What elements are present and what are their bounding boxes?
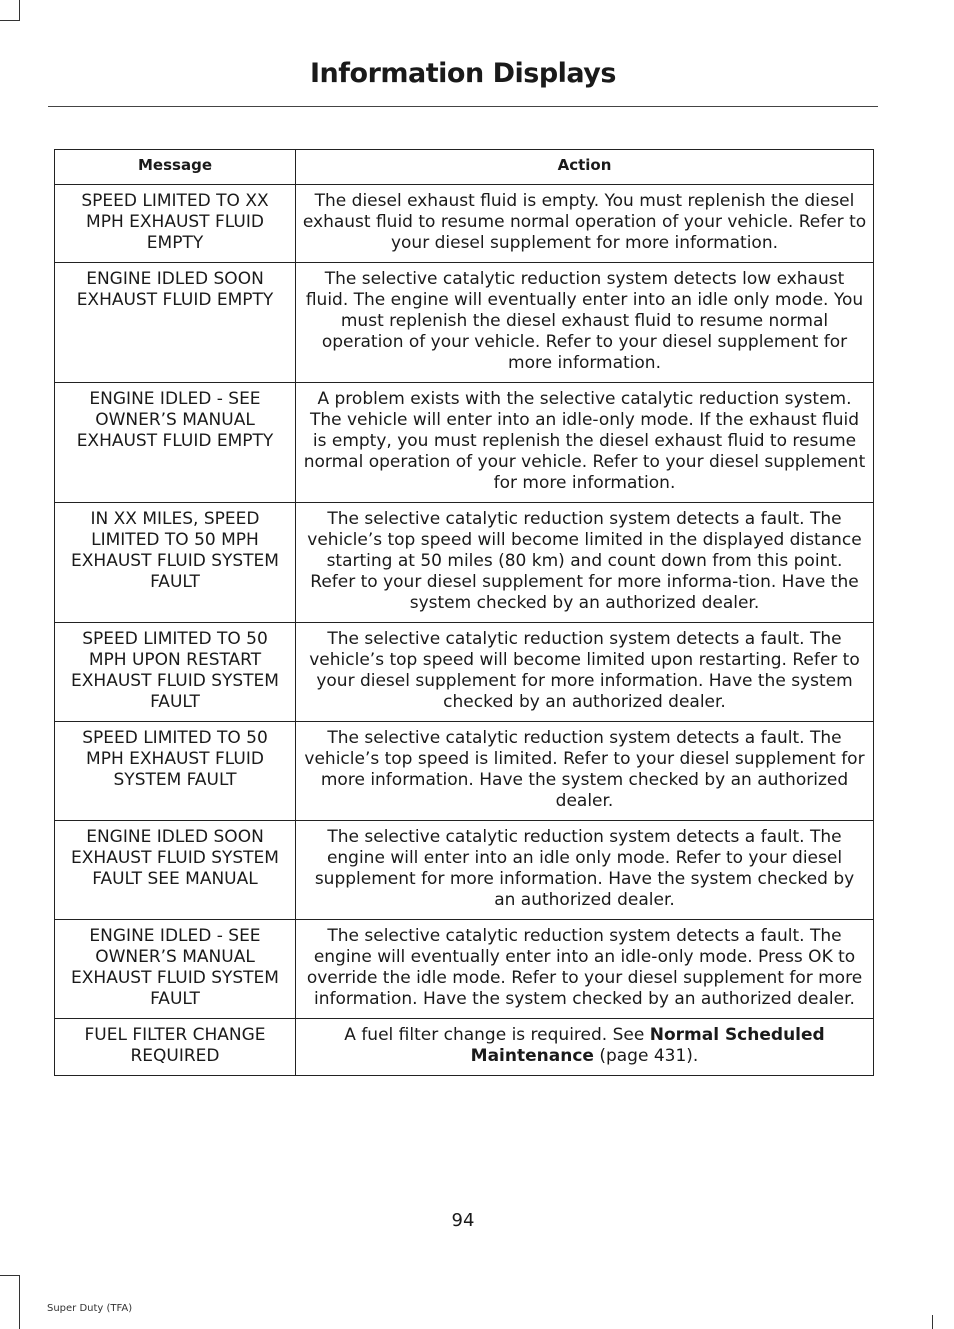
table-row <box>55 722 874 821</box>
crop-mark <box>0 20 20 21</box>
table-row <box>55 263 874 383</box>
action-cell: The diesel exhaust fluid is empty. You must replenish the diesel exhaust fluid to resume normal operation of your vehicle. Refer to your diesel supplement for more information. <box>296 185 874 263</box>
action-cell: The selective catalytic reduction system detects low exhaust fluid. The engine will eventually enter into an idle only mode. You must replenish the diesel exhaust fluid to resume normal operation of your vehicle. Refer to your diesel supplement for more information. <box>296 263 874 383</box>
message-cell: SPEED LIMITED TO 50 MPH EXHAUST FLUID SYSTEM FAULT <box>55 722 296 821</box>
message-cell: FUEL FILTER CHANGE REQUIRED <box>55 1019 296 1076</box>
action-text: A fuel filter change is required. See <box>344 1025 650 1045</box>
title-divider <box>48 106 878 107</box>
action-cell: The selective catalytic reduction system detects a fault. The engine will enter into an idle only mode. Refer to your diesel supplement for more information. Have the system checked by an authorized dealer. <box>296 821 874 920</box>
footer-model: Super Duty (TFA) <box>47 1303 133 1314</box>
table-row <box>55 623 874 722</box>
message-cell: ENGINE IDLED SOON EXHAUST FLUID EMPTY <box>55 263 296 383</box>
message-cell: IN XX MILES, SPEED LIMITED TO 50 MPH EXHAUST FLUID SYSTEM FAULT <box>55 503 296 623</box>
page-number: 94 <box>451 1210 475 1231</box>
table-row <box>55 503 874 623</box>
message-cell: ENGINE IDLED - SEE OWNER’S MANUAL EXHAUST FLUID SYSTEM FAULT <box>55 920 296 1019</box>
action-cell: A problem exists with the selective catalytic reduction system. The vehicle will enter into an idle-only mode. If the exhaust fluid is empty, you must replenish the diesel exhaust fluid to resume normal operation of your vehicle. Refer to your diesel supplement for more information. <box>296 383 874 503</box>
action-cell <box>296 1019 874 1076</box>
message-cell: ENGINE IDLED - SEE OWNER’S MANUAL EXHAUST FLUID EMPTY <box>55 383 296 503</box>
crop-mark <box>932 1315 933 1329</box>
message-table <box>54 149 874 1076</box>
crop-mark <box>0 1275 20 1276</box>
action-cell: The selective catalytic reduction system detects a fault. The engine will eventually enter into an idle-only mode. Press OK to override the idle mode. Refer to your diesel supplement for more information. Have the system checked by an authorized dealer. <box>296 920 874 1019</box>
table-row <box>55 383 874 503</box>
maintenance-link[interactable]: Normal Scheduled Maintenance <box>470 1025 825 1066</box>
page-reference: (page 431). <box>593 1046 699 1066</box>
crop-mark <box>19 0 20 20</box>
message-cell: SPEED LIMITED TO XX MPH EXHAUST FLUID EMPTY <box>55 185 296 263</box>
column-header-message: Message <box>55 150 296 185</box>
message-cell: ENGINE IDLED SOON EXHAUST FLUID SYSTEM FAULT SEE MANUAL <box>55 821 296 920</box>
crop-mark <box>19 1275 20 1329</box>
action-cell: The selective catalytic reduction system detects a fault. The vehicle’s top speed is limited. Refer to your diesel supplement for more information. Have the system checked by an authorized dealer. <box>296 722 874 821</box>
action-cell: The selective catalytic reduction system detects a fault. The vehicle’s top speed will become limited in the displayed distance starting at 50 miles (80 km) and count down from this point. Refer to your diesel supplement for more informa-tion. Have the system checked by an authorized dealer. <box>296 503 874 623</box>
column-header-action: Action <box>296 150 874 185</box>
table-row <box>55 185 874 263</box>
table-row <box>55 1019 874 1076</box>
action-cell: The selective catalytic reduction system detects a fault. The vehicle’s top speed will become limited upon restarting. Refer to your diesel supplement for more information. Have the system checked by an authorized dealer. <box>296 623 874 722</box>
table-row <box>55 920 874 1019</box>
table-header-row <box>55 150 874 185</box>
page-title: Information Displays <box>310 58 616 89</box>
message-cell: SPEED LIMITED TO 50 MPH UPON RESTART EXHAUST FLUID SYSTEM FAULT <box>55 623 296 722</box>
table-row <box>55 821 874 920</box>
